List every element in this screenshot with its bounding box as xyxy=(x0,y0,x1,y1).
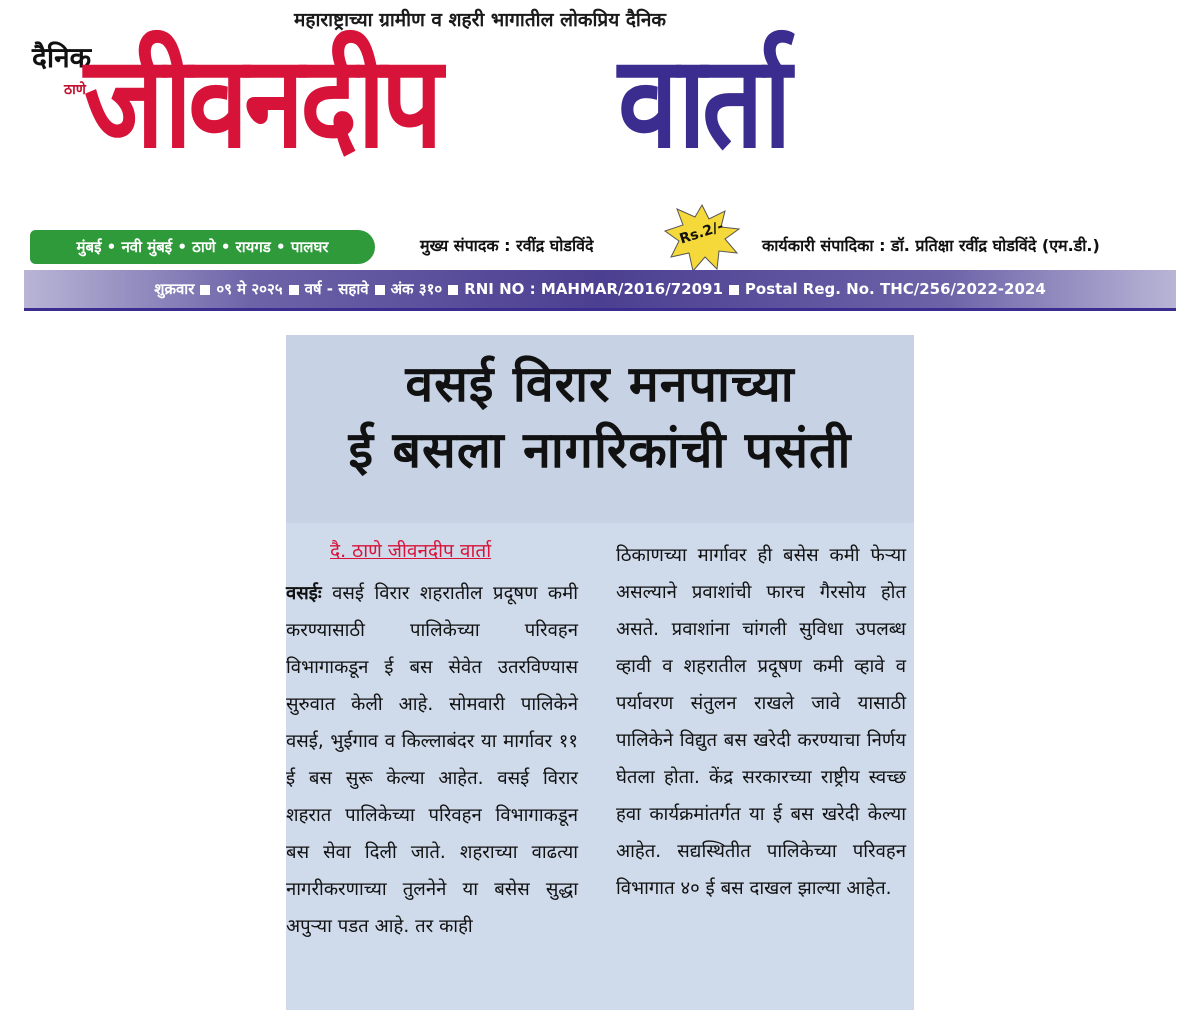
bullet-square-icon xyxy=(200,285,210,295)
article-column-right xyxy=(616,537,906,907)
masthead-thane: ठाणे xyxy=(64,82,86,98)
article-place: वसईः xyxy=(286,583,322,604)
masthead-title-right: वार्ता xyxy=(618,29,788,177)
dateline-day: शुक्रवार xyxy=(154,280,195,298)
chief-editor: मुख्य संपादक : रवींद्र घोडविंदे xyxy=(420,236,594,255)
bullet-square-icon xyxy=(375,285,385,295)
headline-line-2: ई बसला नागरिकांची पसंती xyxy=(348,421,852,479)
dateline-postal: Postal Reg. No. THC/256/2022-2024 xyxy=(744,280,1046,298)
bullet-square-icon xyxy=(448,285,458,295)
dateline-issue: अंक ३१० xyxy=(390,280,443,298)
article-column-left xyxy=(286,575,578,945)
headline-line-1: वसई विरार मनपाच्या xyxy=(405,355,795,413)
executive-editor: कार्यकारी संपादिका : डॉ. प्रतिक्षा रवींद्र घोडविंदे (एम.डी.) xyxy=(762,236,1100,255)
article-byline: दै. ठाणे जीवनदीप वार्ता xyxy=(330,540,492,562)
price-label: Rs.2/- xyxy=(677,218,726,248)
headline-box xyxy=(286,335,914,523)
article-clipping xyxy=(286,335,914,1010)
dateline-rni: RNI NO : MAHMAR/2016/72091 xyxy=(464,280,723,298)
masthead-dainik: दैनिक xyxy=(32,41,92,74)
masthead-title-left: जीवनदीप xyxy=(84,29,439,177)
price-badge xyxy=(663,203,741,273)
dateline-bar xyxy=(24,270,1176,311)
cities-banner: मुंबई • नवी मुंबई • ठाणे • रायगड • पालघर xyxy=(30,230,375,264)
masthead-tagline: महाराष्ट्राच्या ग्रामीण व शहरी भागातील लोकप्रिय दैनिक xyxy=(294,9,666,31)
bullet-square-icon xyxy=(729,285,739,295)
dateline-year: वर्ष - सहावे xyxy=(304,280,369,298)
bullet-square-icon xyxy=(289,285,299,295)
dateline-date: ०९ मे २०२५ xyxy=(216,280,283,298)
article-headline xyxy=(286,351,914,483)
article-body-right: ठिकाणच्या मार्गावर ही बसेस कमी फेऱ्या असल्याने प्रवाशांची फारच गैरसोय होत असते. प्रवाशांना चांगली सुविधा उपलब्ध व्हावी व शहरातील प्रदूषण कमी व्हावे व पर्यावरण संतुलन राखले जावे यासाठी पालिकेने विद्युत बस खरेदी करण्याचा निर्णय घेतला होता. केंद्र सरकारच्या राष्ट्रीय स्वच्छ हवा कार्यक्रमांतर्गत या ई बस खरेदी केल्या आहेत. सद्यस्थितीत पालिकेच्या परिवहन विभागात ४० ई बस दाखल झाल्या आहेत. xyxy=(616,545,906,899)
article-body-left: वसई विरार शहरातील प्रदूषण कमी करण्यासाठी पालिकेच्या परिवहन विभागाकडून ई बस सेवेत उतरविण्यास सुरुवात केली आहे. सोमवारी पालिकेने वसई, भुईगाव व किल्लाबंदर या मार्गावर ११ ई बस सुरू केल्या आहेत. वसई विरार शहरात पालिकेच्या परिवहन विभागाकडून बस सेवा दिली जाते. शहराच्या वाढत्या नागरीकरणाच्या तुलनेने या बसेस सुद्धा अपुऱ्या पडत आहे. तर काही xyxy=(286,583,578,937)
